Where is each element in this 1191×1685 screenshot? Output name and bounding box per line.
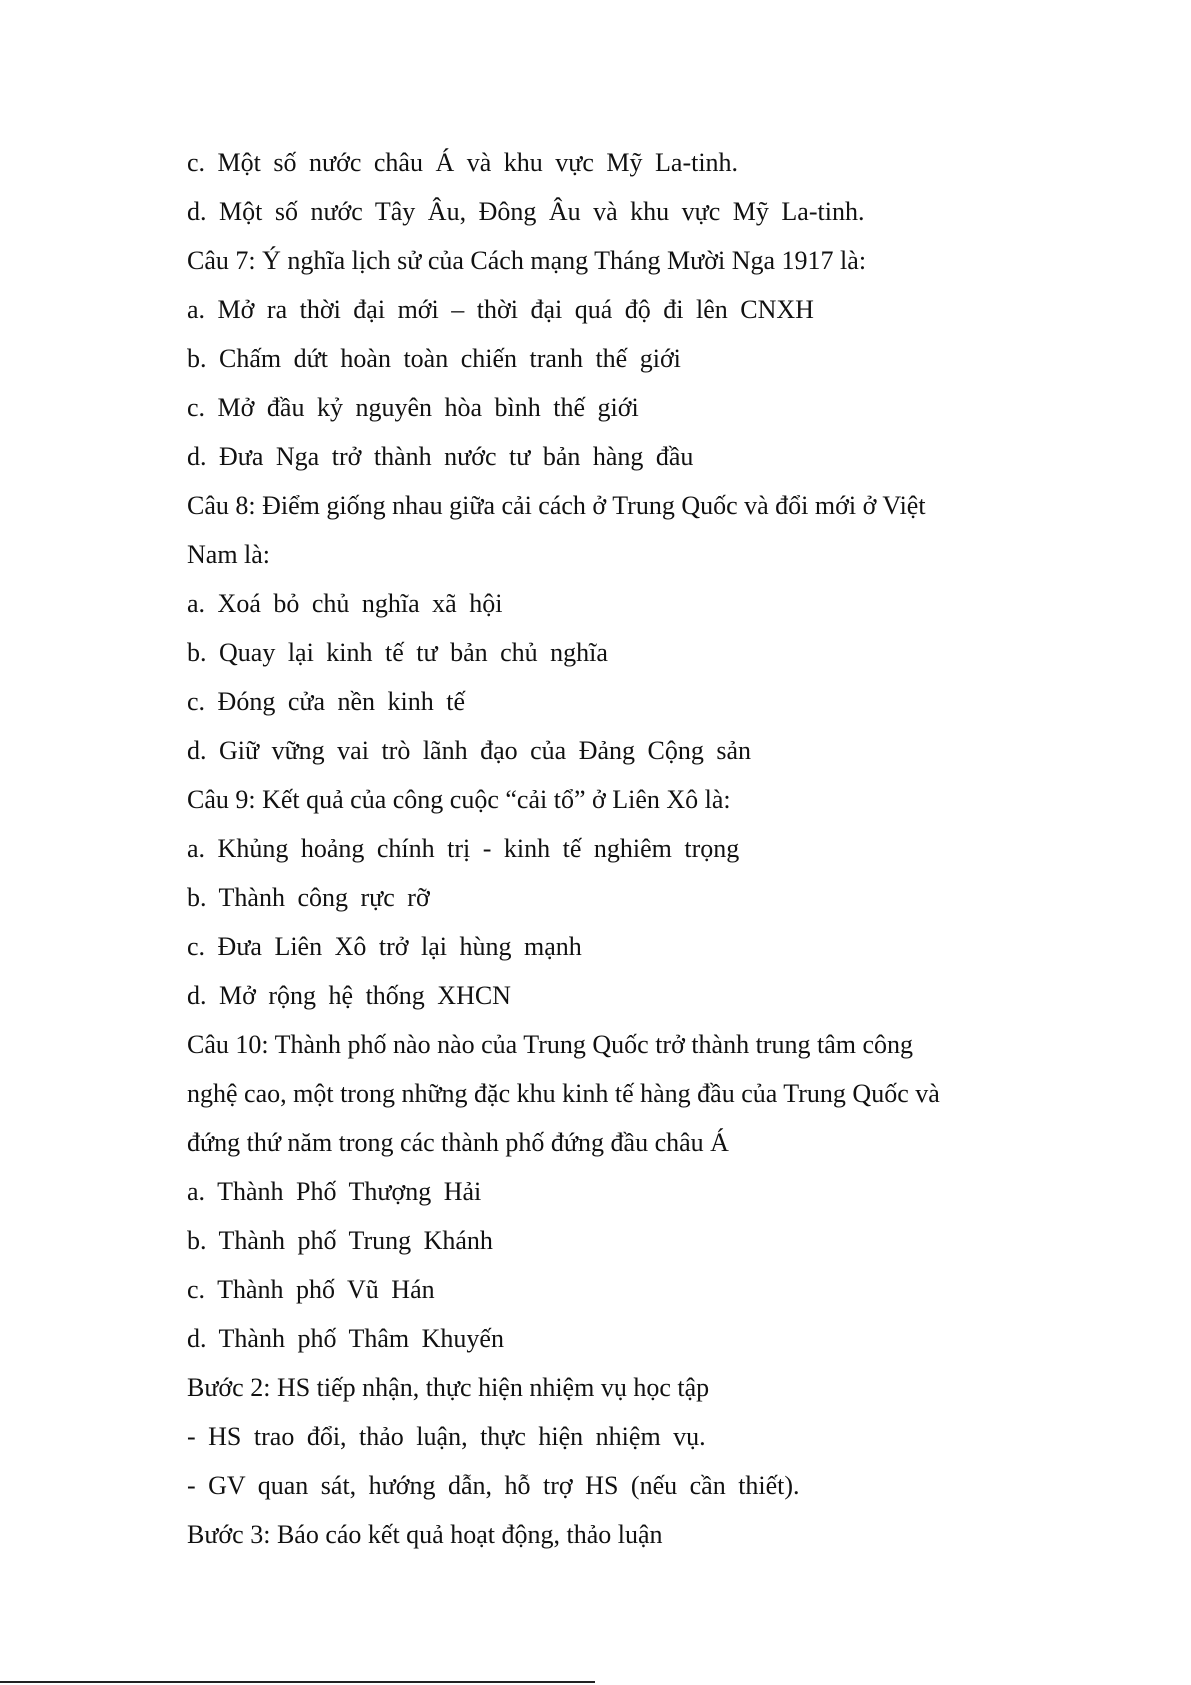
answer-option: b. Thành công rực rỡ [187,883,430,912]
answer-option: c. Đưa Liên Xô trở lại hùng mạnh [187,932,582,961]
answer-option: d. Một số nước Tây Âu, Đông Âu và khu vực Mỹ La-tinh. [187,197,865,226]
footer-divider [0,1681,595,1683]
answer-option: c. Thành phố Vũ Hán [187,1275,435,1304]
answer-option: a. Khủng hoảng chính trị - kinh tế nghiêm trọng [187,834,740,863]
answer-option: d. Thành phố Thâm Khuyến [187,1324,504,1353]
answer-option: b. Chấm dứt hoàn toàn chiến tranh thế giới [187,344,681,373]
question-10-continued: đứng thứ năm trong các thành phố đứng đầu châu Á [187,1128,729,1157]
question-10: Câu 10: Thành phố nào nào của Trung Quốc trở thành trung tâm công [187,1030,913,1059]
answer-option: b. Quay lại kinh tế tư bản chủ nghĩa [187,638,608,667]
question-10-continued: nghệ cao, một trong những đặc khu kinh tế hàng đầu của Trung Quốc và [187,1079,940,1108]
answer-option: a. Xoá bỏ chủ nghĩa xã hội [187,589,503,618]
answer-option: d. Đưa Nga trở thành nước tư bản hàng đầu [187,442,694,471]
answer-option: c. Mở đầu kỷ nguyên hòa bình thế giới [187,393,639,422]
step-2-heading: Bước 2: HS tiếp nhận, thực hiện nhiệm vụ học tập [187,1373,710,1402]
bullet-item: - HS trao đổi, thảo luận, thực hiện nhiệm vụ. [187,1422,706,1451]
answer-option: d. Mở rộng hệ thống XHCN [187,981,511,1010]
step-3-heading: Bước 3: Báo cáo kết quả hoạt động, thảo luận [187,1520,663,1549]
question-7: Câu 7: Ý nghĩa lịch sử của Cách mạng Tháng Mười Nga 1917 là: [187,246,867,275]
answer-option: a. Mở ra thời đại mới – thời đại quá độ đi lên CNXH [187,295,814,324]
document-body [187,138,1027,1559]
question-8-continued: Nam là: [187,540,271,569]
question-9: Câu 9: Kết quả của công cuộc “cải tổ” ở Liên Xô là: [187,785,731,814]
bullet-item: - GV quan sát, hướng dẫn, hỗ trợ HS (nếu cần thiết). [187,1471,800,1500]
question-8: Câu 8: Điểm giống nhau giữa cải cách ở Trung Quốc và đổi mới ở Việt [187,491,926,520]
answer-option: a. Thành Phố Thượng Hải [187,1177,482,1206]
answer-option: d. Giữ vững vai trò lãnh đạo của Đảng Cộng sản [187,736,752,765]
answer-option: b. Thành phố Trung Khánh [187,1226,493,1255]
answer-option: c. Đóng cửa nền kinh tế [187,687,466,716]
answer-option: c. Một số nước châu Á và khu vực Mỹ La-tinh. [187,148,739,177]
